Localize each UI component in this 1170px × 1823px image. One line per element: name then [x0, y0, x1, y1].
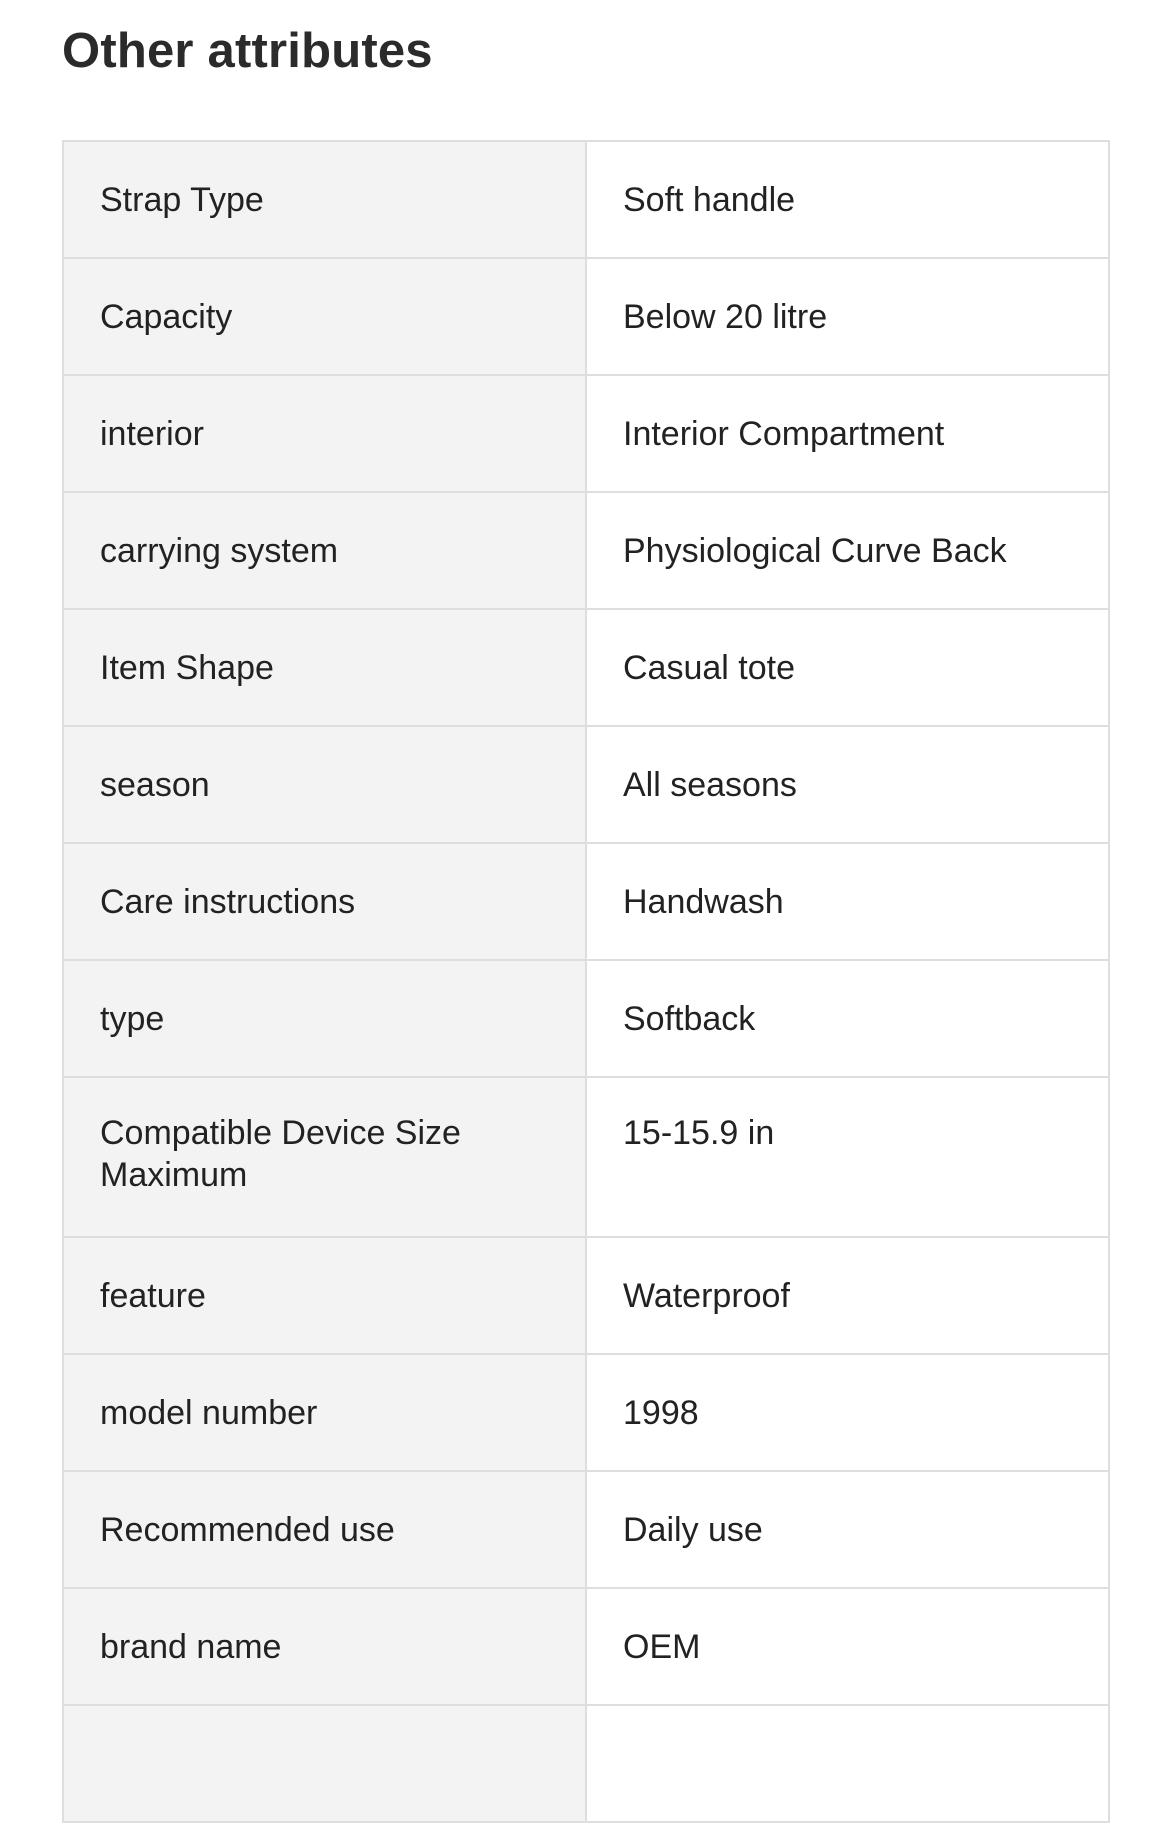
attribute-key: brand name [63, 1588, 586, 1705]
attribute-value: 1998 [586, 1354, 1109, 1471]
attribute-key: Compatible Device Size Maximum [63, 1077, 586, 1237]
table-row [63, 1077, 1109, 1237]
attribute-value: Below 20 litre [586, 258, 1109, 375]
table-row [63, 141, 1109, 258]
table-row [63, 609, 1109, 726]
table-row [63, 492, 1109, 609]
table-row [63, 1237, 1109, 1354]
attributes-table [62, 140, 1110, 1823]
attribute-value: Soft handle [586, 141, 1109, 258]
attribute-value: Physiological Curve Back [586, 492, 1109, 609]
section-title: Other attributes [62, 24, 433, 78]
attribute-key: Item Shape [63, 609, 586, 726]
table-row [63, 1354, 1109, 1471]
table-row [63, 1705, 1109, 1822]
table-row [63, 1588, 1109, 1705]
attribute-key: model number [63, 1354, 586, 1471]
attribute-value: All seasons [586, 726, 1109, 843]
attribute-key-empty [63, 1705, 586, 1822]
attribute-value: Softback [586, 960, 1109, 1077]
attribute-key: Strap Type [63, 141, 586, 258]
attribute-key: Recommended use [63, 1471, 586, 1588]
attribute-key: Care instructions [63, 843, 586, 960]
table-row [63, 726, 1109, 843]
attribute-value: Daily use [586, 1471, 1109, 1588]
table-row [63, 375, 1109, 492]
attribute-key: season [63, 726, 586, 843]
attribute-value: 15-15.9 in [586, 1077, 1109, 1237]
attribute-key: interior [63, 375, 586, 492]
table-row [63, 258, 1109, 375]
attribute-key: carrying system [63, 492, 586, 609]
attribute-value: Handwash [586, 843, 1109, 960]
table-row [63, 960, 1109, 1077]
attribute-value: Waterproof [586, 1237, 1109, 1354]
attribute-key: type [63, 960, 586, 1077]
attribute-value: Casual tote [586, 609, 1109, 726]
attribute-value-empty [586, 1705, 1109, 1822]
table-row [63, 843, 1109, 960]
attribute-key: Capacity [63, 258, 586, 375]
attribute-value: OEM [586, 1588, 1109, 1705]
table-row [63, 1471, 1109, 1588]
attribute-value: Interior Compartment [586, 375, 1109, 492]
attribute-key: feature [63, 1237, 586, 1354]
